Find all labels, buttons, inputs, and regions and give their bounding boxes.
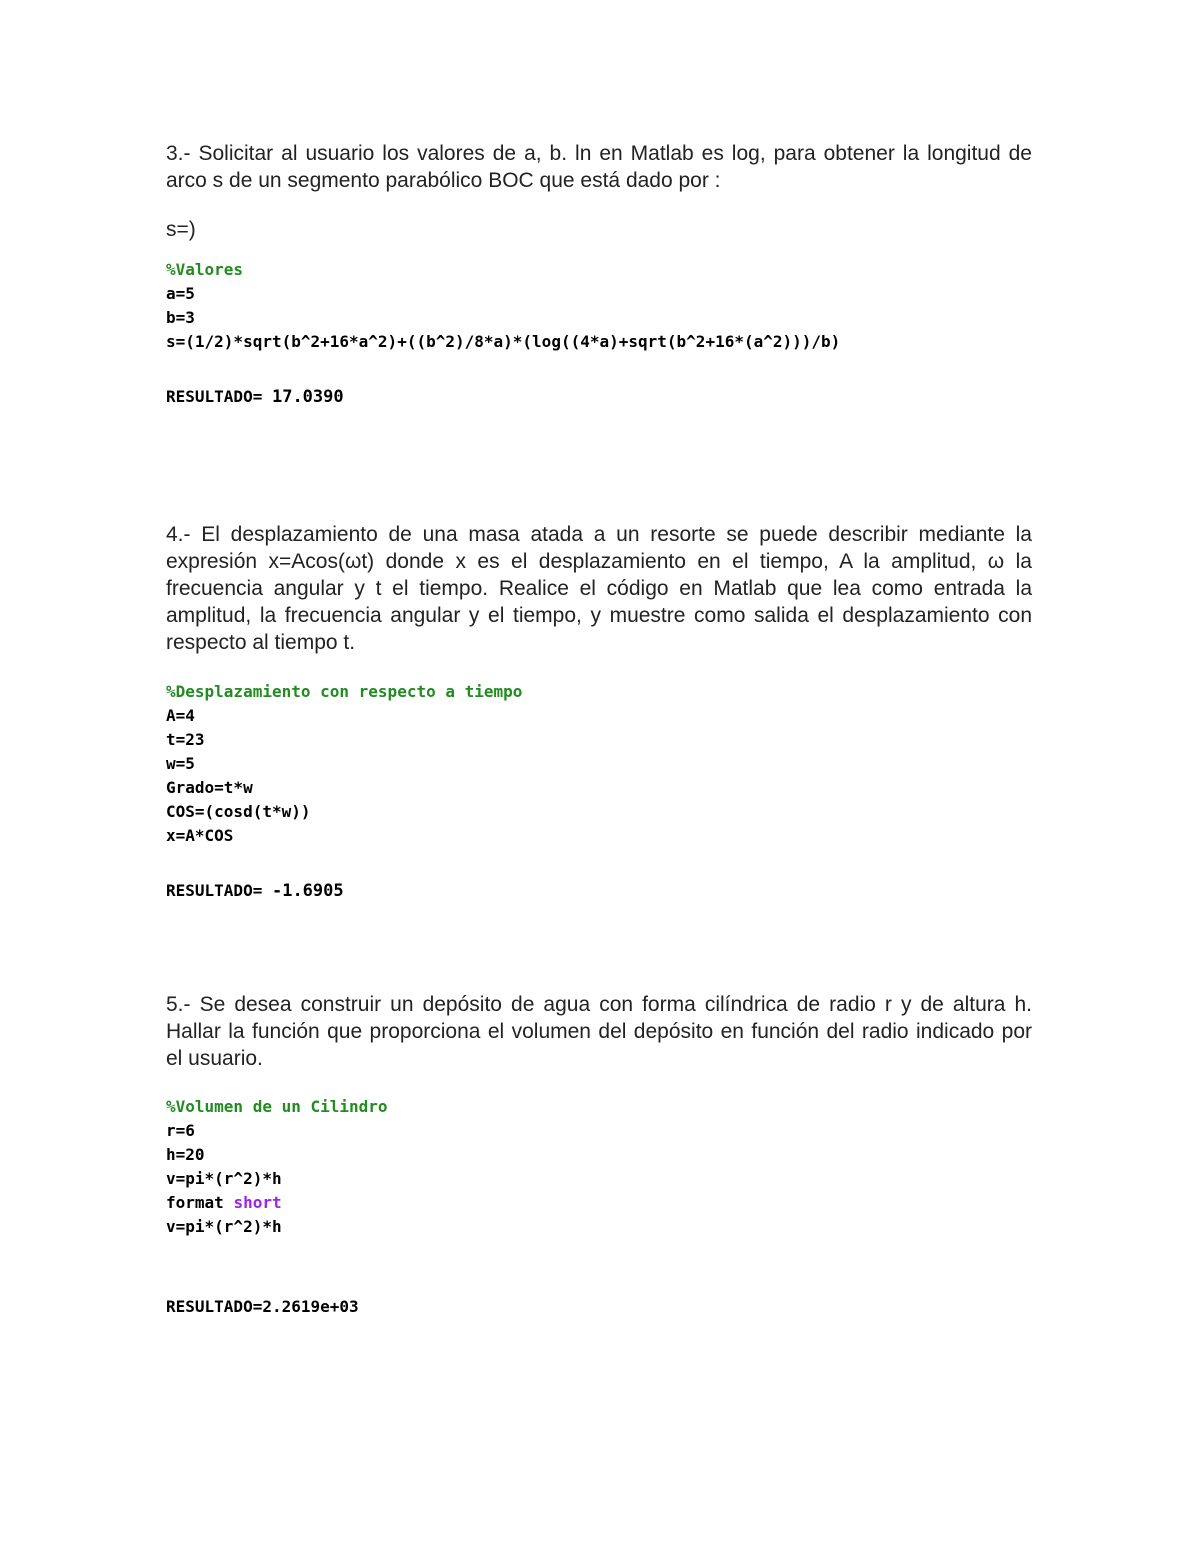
section-5-code	[166, 1095, 1032, 1239]
code-line: t=23	[166, 730, 205, 749]
section-3	[166, 140, 1032, 194]
section-3-text: Solicitar al usuario los valores de a, b. ln en Matlab es log, para obtener la longitud de arco s de un segmento parabólico BOC que está dado por :	[166, 142, 1032, 192]
code-line: x=A*COS	[166, 826, 234, 845]
section-5-result	[166, 1295, 1032, 1319]
code-line: COS=(cosd(t*w))	[166, 802, 311, 821]
section-3-prose	[166, 140, 1032, 194]
code-line: r=6	[166, 1121, 195, 1140]
result-value: 17.0390	[271, 387, 344, 407]
section-3-formula-block	[166, 216, 1032, 243]
code-comment: %Volumen de un Cilindro	[166, 1097, 388, 1116]
section-3-result	[166, 385, 1032, 409]
result-text: RESULTADO=2.2619e+03	[166, 1297, 359, 1316]
result-label: RESULTADO=	[166, 387, 263, 406]
code-line: b=3	[166, 308, 195, 327]
section-4-text: El desplazamiento de una masa atada a un resorte se puede describir mediante la expresión x=Acos(ωt) donde x es el desplazamiento en el tiempo, A la amplitud, ω la frecuencia angular y t el tiempo. Realice el código en Matlab que lea como entrada la amplitud, la frecuencia angular y el tiempo, y muestre como salida el desplazamiento con respecto al tiempo t.	[166, 523, 1032, 654]
section-5-text: Se desea construir un depósito de agua con forma cilíndrica de radio r y de altura h. Hallar la función que proporciona el volumen del depósito en función del radio indicado por el usuario.	[166, 993, 1032, 1070]
section-4	[166, 521, 1032, 656]
section-5-number: 5.-	[166, 993, 191, 1016]
code-line: w=5	[166, 754, 195, 773]
section-4-code	[166, 680, 1032, 848]
section-4-result	[166, 879, 1032, 903]
code-line-format	[166, 1191, 1032, 1215]
code-line: v=pi*(r^2)*h	[166, 1217, 282, 1236]
result-value: -1.6905	[271, 881, 344, 901]
format-keyword: format	[166, 1193, 224, 1212]
section-3-formula: s=)	[166, 218, 196, 241]
code-comment: %Desplazamiento con respecto a tiempo	[166, 682, 523, 701]
section-5	[166, 991, 1032, 1072]
code-line: a=5	[166, 284, 195, 303]
section-5-prose	[166, 991, 1032, 1072]
section-3-code	[166, 258, 1032, 354]
format-arg: short	[233, 1193, 282, 1212]
code-line: v=pi*(r^2)*h	[166, 1169, 282, 1188]
section-4-number: 4.-	[166, 523, 191, 546]
section-4-prose	[166, 521, 1032, 656]
code-line: h=20	[166, 1145, 205, 1164]
code-comment: %Valores	[166, 260, 244, 279]
code-line: Grado=t*w	[166, 778, 253, 797]
section-3-number: 3.-	[166, 142, 191, 165]
result-label: RESULTADO=	[166, 881, 263, 900]
code-line: A=4	[166, 706, 195, 725]
code-line: s=(1/2)*sqrt(b^2+16*a^2)+((b^2)/8*a)*(log((4*a)+sqrt(b^2+16*(a^2)))/b)	[166, 332, 841, 351]
